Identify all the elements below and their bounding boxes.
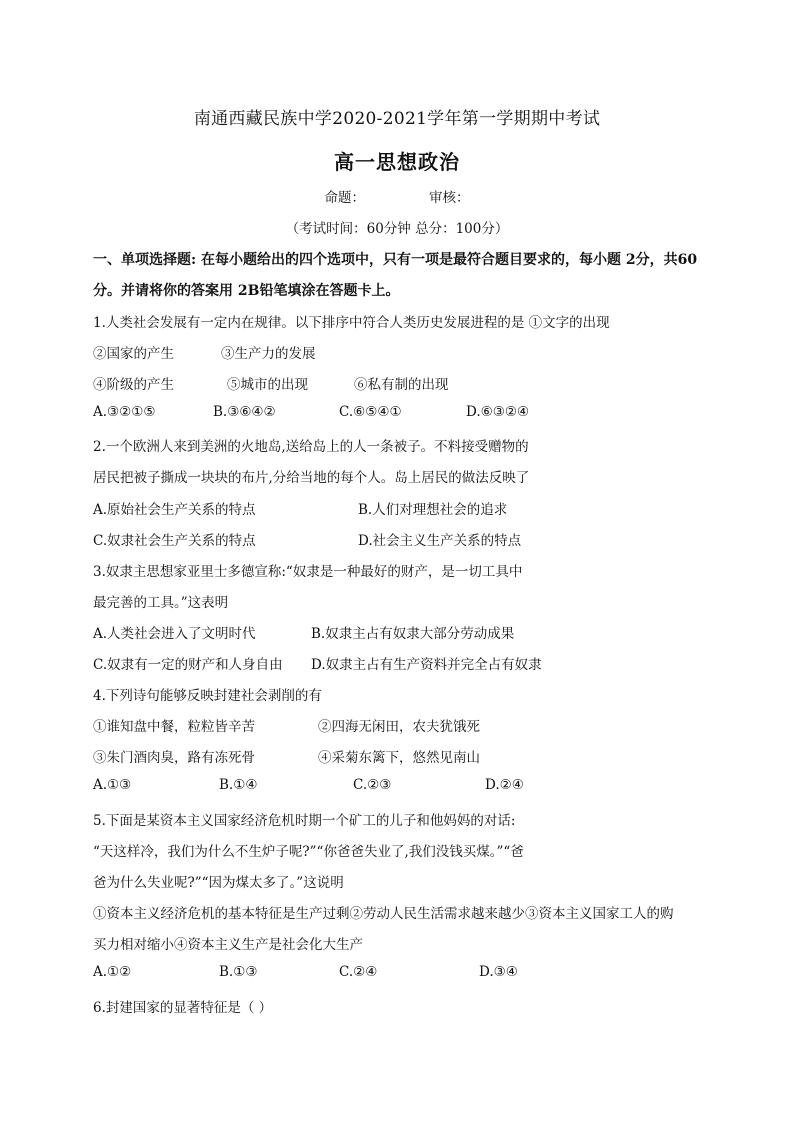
staff-line xyxy=(0,186,794,206)
q1-option-a: A.③②①⑤ xyxy=(93,404,156,420)
q4-option-a: A.①③ xyxy=(93,777,132,793)
q1-option-b: B.③⑥④② xyxy=(213,404,276,420)
section-instructions-line2: 分。并请将你的答案用 2B铅笔填涂在答题卡上。 xyxy=(93,283,400,299)
q4-item: ②四海无闲田，农夫犹饿死 xyxy=(318,719,480,735)
exam-info: （考试时间：60分钟 总分：100分） xyxy=(285,221,509,237)
q1-option-c: C.⑥⑤④① xyxy=(339,404,402,420)
q4-option-b: B.①④ xyxy=(219,777,258,793)
reviewer-label: 审核： xyxy=(429,190,470,206)
q1-item: ⑥私有制的出现 xyxy=(354,377,449,393)
q3-option-a: A.人类社会进入了文明时代 xyxy=(93,626,256,642)
q5-option-c: C.②④ xyxy=(339,964,378,980)
q1-item: ②国家的产生 xyxy=(93,346,174,362)
q2-option-a: A.原始社会生产关系的特点 xyxy=(93,502,256,518)
author-label: 命题： xyxy=(324,190,365,206)
q5-stem-line5: 买力相对缩小④资本主义生产是社会化大生产 xyxy=(93,937,363,953)
q5-stem-line4: ①资本主义经济危机的基本特征是生产过剩②劳动人民生活需求越来越少③资本主义国家工人的购 xyxy=(93,906,674,922)
q4-item: ①谁知盘中餐，粒粒皆辛苦 xyxy=(93,719,255,735)
exam-title: 南通西藏民族中学2020-2021学年第一学期期中考试 xyxy=(193,109,601,129)
q2-option-d: D.社会主义生产关系的特点 xyxy=(358,533,522,549)
q2-stem-line2: 居民把被子撕成一块块的布片,分给当地的每个人。岛上居民的做法反映了 xyxy=(93,470,530,486)
q2-option-b: B.人们对理想社会的追求 xyxy=(358,502,508,518)
q5-stem-line2: “天这样冷，我们为什么不生炉子呢?”“你爸爸失业了,我们没钱买煤。”“爸 xyxy=(93,844,524,860)
q4-stem: 4.下列诗句能够反映封建社会剥削的有 xyxy=(93,688,322,704)
q4-item: ④采菊东篱下，悠然见南山 xyxy=(318,750,480,766)
q1-item: ⑤城市的出现 xyxy=(227,377,308,393)
q5-option-d: D.③④ xyxy=(479,964,518,980)
q2-option-c: C.奴隶社会生产关系的特点 xyxy=(93,533,256,549)
q1-option-d: D.⑥③②④ xyxy=(466,404,530,420)
section-instructions-line1: 一、单项选择题: 在每小题给出的四个选项中，只有一项是最符合题目要求的，每小题 2分，共60 xyxy=(93,252,698,268)
q2-stem-line1: 2.一个欧洲人来到美洲的火地岛,送给岛上的人一条被子。不料接受赠物的 xyxy=(93,439,529,455)
q5-stem-line3: 爸为什么失业呢?”“因为煤太多了。”这说明 xyxy=(93,875,344,891)
q4-option-c: C.②③ xyxy=(353,777,392,793)
q5-stem-line1: 5.下面是某资本主义国家经济危机时期一个矿工的儿子和他妈妈的对话: xyxy=(93,813,516,829)
q5-option-b: B.①③ xyxy=(219,964,258,980)
q3-stem-line1: 3.奴隶主思想家亚里士多德宣称:“奴隶是一种最好的财产，是一切工具中 xyxy=(93,564,523,580)
q1-item: ④阶级的产生 xyxy=(93,377,174,393)
subject-title: 高一思想政治 xyxy=(334,150,460,174)
q6-stem: 6.封建国家的显著特征是（ ） xyxy=(93,1000,273,1016)
q4-item: ③朱门酒肉臭，路有冻死骨 xyxy=(93,750,255,766)
q3-option-b: B.奴隶主占有奴隶大部分劳动成果 xyxy=(311,626,515,642)
q1-item: ③生产力的发展 xyxy=(221,346,316,362)
q3-option-c: C.奴隶有一定的财产和人身自由 xyxy=(93,657,283,673)
q5-option-a: A.①② xyxy=(93,964,132,980)
q3-option-d: D.奴隶主占有生产资料并完全占有奴隶 xyxy=(311,657,542,673)
q3-stem-line2: 最完善的工具。”这表明 xyxy=(93,595,229,611)
q1-stem: 1.人类社会发展有一定内在规律。以下排序中符合人类历史发展进程的是 ①文字的出现 xyxy=(93,315,610,331)
q4-option-d: D.②④ xyxy=(485,777,524,793)
